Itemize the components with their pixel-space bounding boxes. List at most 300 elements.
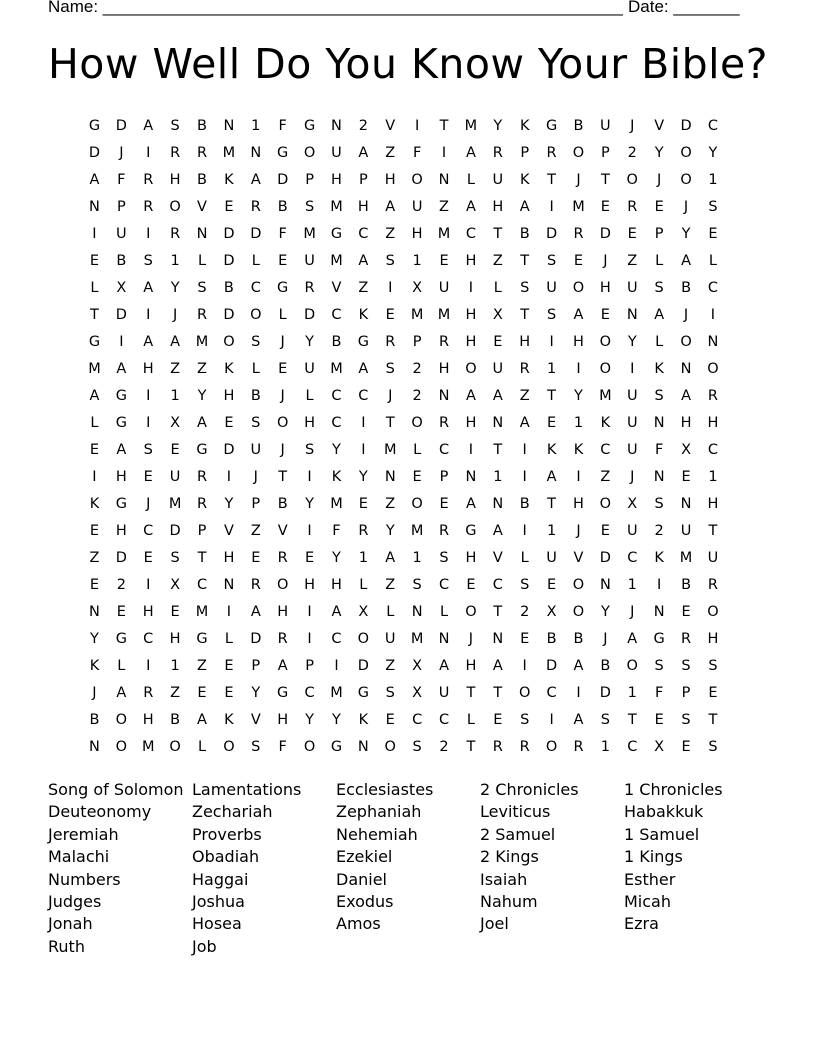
grid-letter: L — [305, 388, 314, 404]
grid-letter: R — [438, 334, 450, 350]
grid-letter: I — [576, 685, 581, 701]
grid-letter: M — [141, 739, 155, 755]
grid-letter: H — [519, 334, 531, 350]
grid-letter: S — [143, 442, 153, 458]
grid-letter: B — [331, 334, 342, 350]
grid-letter: M — [437, 307, 451, 323]
grid-letter: T — [547, 496, 557, 512]
grid-letter: E — [493, 712, 503, 728]
grid-letter: N — [680, 361, 692, 377]
grid-letter: Y — [90, 631, 99, 647]
grid-letter: K — [358, 307, 369, 323]
grid-letter: M — [195, 604, 209, 620]
grid-letter: N — [196, 226, 208, 242]
grid-letter: U — [626, 388, 638, 404]
grid-letter: R — [277, 631, 288, 647]
grid-letter: F — [412, 145, 422, 161]
grid-letter: I — [92, 469, 97, 485]
grid-letter: A — [197, 415, 207, 431]
word-list-item: 1 Kings — [624, 847, 683, 867]
grid-letter: T — [520, 307, 530, 323]
grid-letter: U — [304, 253, 315, 269]
grid-letter: H — [304, 415, 316, 431]
grid-letter: M — [330, 199, 343, 215]
grid-letter: L — [708, 253, 717, 269]
word-list-item: Hosea — [192, 914, 242, 934]
grid-letter: R — [196, 307, 208, 323]
grid-letter: T — [466, 685, 476, 701]
grid-letter: O — [411, 415, 423, 431]
grid-letter: R — [250, 199, 261, 215]
grid-letter: J — [280, 388, 285, 404]
grid-letter: H — [438, 361, 450, 377]
grid-letter: K — [224, 361, 234, 377]
grid-letter: G — [330, 739, 343, 755]
grid-letter: L — [197, 253, 207, 269]
grid-letter: R — [196, 469, 208, 485]
grid-letter: Y — [574, 388, 583, 404]
grid-letter: O — [680, 334, 692, 350]
grid-letter: S — [412, 577, 422, 593]
grid-letter: J — [576, 172, 581, 188]
grid-letter: A — [358, 361, 369, 377]
grid-letter: E — [224, 685, 234, 701]
word-list-item: Habakkuk — [624, 802, 704, 822]
grid-letter: A — [385, 199, 396, 215]
grid-row — [81, 680, 726, 707]
grid-letter: H — [707, 496, 719, 512]
grid-letter: M — [222, 145, 236, 161]
grid-letter: M — [464, 118, 478, 134]
grid-letter: H — [331, 172, 342, 188]
grid-letter: N — [89, 199, 100, 215]
grid-letter: Y — [332, 442, 341, 458]
grid-letter: Z — [385, 145, 396, 161]
grid-letter: Y — [305, 334, 314, 350]
grid-letter: Z — [250, 523, 261, 539]
grid-letter: Z — [385, 226, 396, 242]
grid-letter: H — [277, 712, 289, 728]
grid-letter: R — [492, 739, 503, 755]
grid-letter: B — [600, 658, 611, 674]
grid-letter: I — [226, 604, 232, 620]
grid-letter: O — [303, 145, 316, 161]
grid-letter: F — [278, 118, 287, 134]
grid-letter: R — [250, 577, 261, 593]
grid-letter: H — [223, 388, 235, 404]
grid-letter: R — [707, 577, 718, 593]
grid-letter: 1 — [493, 469, 503, 485]
grid-letter: H — [142, 361, 154, 377]
grid-row — [81, 167, 726, 194]
grid-letter: A — [654, 307, 665, 323]
grid-letter: S — [600, 712, 610, 728]
grid-letter: I — [92, 226, 97, 242]
grid-letter: D — [599, 550, 611, 566]
grid-letter: K — [573, 442, 584, 458]
grid-letter: R — [304, 280, 315, 296]
grid-letter: E — [439, 253, 449, 269]
grid-letter: L — [466, 172, 475, 188]
name-field: Name: _______________________________________________________ — [48, 0, 623, 16]
grid-letter: C — [304, 685, 315, 701]
grid-letter: A — [116, 361, 127, 377]
grid-letter: B — [277, 496, 288, 512]
grid-letter: M — [195, 334, 209, 350]
grid-letter: D — [357, 658, 369, 674]
grid-letter: L — [90, 280, 99, 296]
grid-row — [81, 545, 726, 572]
word-list-item: Ezra — [624, 914, 659, 934]
grid-letter: N — [223, 118, 235, 134]
grid-letter: 1 — [170, 658, 180, 674]
grid-letter: H — [169, 172, 181, 188]
grid-letter: A — [573, 658, 584, 674]
grid-letter: S — [385, 361, 395, 377]
grid-letter: T — [627, 712, 637, 728]
grid-letter: X — [170, 577, 181, 593]
grid-letter: J — [468, 631, 474, 647]
grid-letter: G — [88, 334, 101, 350]
word-list-item: Exodus — [336, 892, 394, 911]
grid-letter: K — [546, 442, 557, 458]
grid-letter: A — [465, 199, 476, 215]
word-list-item: Daniel — [336, 869, 387, 889]
grid-letter: L — [359, 577, 368, 593]
grid-letter: A — [627, 631, 638, 647]
grid-letter: I — [522, 658, 527, 674]
grid-letter: K — [358, 712, 369, 728]
grid-row — [81, 302, 726, 329]
grid-letter: A — [89, 388, 100, 404]
word-list-item: Joshua — [192, 892, 245, 911]
grid-letter: S — [412, 739, 422, 755]
grid-letter: D — [115, 550, 127, 566]
grid-letter: A — [465, 388, 476, 404]
grid-letter: G — [115, 388, 127, 404]
grid-letter: D — [223, 442, 235, 458]
grid-letter: B — [197, 118, 207, 134]
grid-letter: R — [438, 523, 450, 539]
grid-letter: I — [361, 442, 366, 458]
grid-letter: M — [330, 253, 343, 269]
grid-letter: M — [572, 199, 585, 215]
grid-letter: C — [143, 631, 154, 647]
grid-row — [81, 734, 726, 761]
grid-letter: E — [600, 523, 610, 539]
grid-letter: P — [305, 658, 314, 674]
grid-letter: I — [657, 577, 662, 593]
grid-letter: G — [303, 118, 316, 134]
grid-letter: Y — [681, 226, 691, 242]
grid-letter: H — [465, 415, 477, 431]
grid-letter: I — [710, 307, 716, 323]
grid-letter: G — [196, 442, 208, 458]
grid-letter: P — [251, 496, 261, 512]
grid-letter: L — [386, 604, 395, 620]
word-list-item: Nehemiah — [336, 824, 418, 844]
grid-letter: O — [357, 631, 370, 647]
grid-letter: T — [547, 388, 557, 404]
grid-letter: H — [465, 334, 477, 350]
grid-letter: I — [414, 118, 420, 134]
grid-letter: T — [385, 415, 395, 431]
grid-letter: H — [331, 577, 342, 593]
grid-letter: O — [572, 145, 585, 161]
grid-letter: S — [170, 118, 180, 134]
grid-letter: E — [520, 631, 530, 647]
word-list-item: Song of Solomon — [48, 780, 184, 799]
grid-letter: E — [412, 469, 422, 485]
grid-letter: N — [599, 577, 611, 593]
grid-letter: S — [304, 442, 315, 458]
grid-letter: 1 — [412, 550, 422, 566]
grid-letter: Z — [170, 685, 181, 701]
word-list-item: Micah — [624, 892, 671, 911]
grid-letter: Y — [493, 118, 503, 134]
grid-letter: B — [681, 577, 692, 593]
grid-letter: R — [143, 199, 154, 215]
grid-letter: O — [599, 334, 612, 350]
grid-letter: Y — [385, 523, 395, 539]
grid-letter: Z — [385, 577, 396, 593]
grid-letter: J — [683, 307, 689, 323]
grid-letter: 1 — [627, 577, 637, 593]
grid-letter: I — [119, 334, 124, 350]
grid-letter: B — [519, 226, 530, 242]
grid-letter: H — [465, 658, 477, 674]
grid-letter: S — [520, 280, 530, 296]
grid-letter: C — [707, 280, 718, 296]
grid-letter: A — [573, 712, 584, 728]
grid-letter: S — [520, 712, 530, 728]
grid-letter: G — [277, 280, 289, 296]
grid-letter: K — [331, 469, 342, 485]
grid-letter: H — [599, 280, 611, 296]
grid-letter: 1 — [412, 253, 422, 269]
grid-letter: N — [357, 739, 369, 755]
grid-letter: V — [573, 550, 584, 566]
grid-letter: D — [599, 226, 611, 242]
grid-letter: J — [630, 604, 635, 620]
grid-letter: B — [573, 631, 584, 647]
grid-letter: G — [115, 631, 127, 647]
grid-letter: P — [116, 199, 126, 215]
grid-letter: K — [600, 415, 611, 431]
grid-row — [81, 707, 726, 734]
grid-letter: N — [707, 334, 719, 350]
grid-letter: I — [441, 145, 447, 161]
grid-letter: L — [413, 442, 422, 458]
grid-letter: I — [307, 604, 312, 620]
grid-letter: H — [115, 523, 127, 539]
grid-letter: C — [707, 442, 718, 458]
word-list-item: Ezekiel — [336, 847, 393, 867]
grid-letter: 1 — [627, 685, 637, 701]
grid-letter: F — [278, 226, 287, 242]
grid-row — [81, 464, 726, 491]
grid-letter: X — [358, 604, 369, 620]
grid-letter: U — [384, 631, 396, 647]
grid-letter: N — [653, 469, 665, 485]
grid-letter: A — [116, 685, 127, 701]
grid-row — [81, 653, 726, 680]
grid-letter: G — [277, 145, 289, 161]
grid-letter: N — [653, 604, 665, 620]
grid-letter: K — [654, 550, 664, 566]
grid-letter: O — [599, 496, 612, 512]
grid-letter: O — [680, 145, 692, 161]
word-list-item: 2 Kings — [480, 847, 539, 867]
word-list-item: Deuteonomy — [48, 802, 152, 822]
grid-letter: 1 — [708, 172, 718, 188]
grid-letter: R — [277, 550, 288, 566]
grid-letter: T — [493, 604, 503, 620]
grid-letter: H — [277, 604, 289, 620]
grid-letter: Y — [224, 496, 234, 512]
grid-letter: G — [653, 631, 665, 647]
grid-letter: O — [276, 415, 289, 431]
grid-letter: K — [519, 118, 530, 134]
grid-letter: T — [197, 550, 207, 566]
grid-letter: A — [573, 307, 584, 323]
grid-letter: 2 — [627, 145, 637, 161]
word-list-item: Ruth — [48, 936, 85, 956]
grid-letter: V — [223, 523, 234, 539]
grid-letter: A — [492, 388, 503, 404]
grid-letter: G — [357, 685, 369, 701]
grid-letter: D — [223, 307, 235, 323]
grid-letter: J — [630, 469, 635, 485]
grid-letter: M — [330, 685, 343, 701]
grid-letter: O — [223, 334, 235, 350]
grid-letter: E — [439, 496, 449, 512]
grid-letter: S — [654, 280, 664, 296]
grid-row — [81, 626, 726, 653]
grid-letter: A — [116, 442, 127, 458]
grid-letter: A — [331, 604, 342, 620]
grid-letter: C — [196, 577, 208, 593]
grid-letter: J — [119, 145, 124, 161]
grid-letter: E — [358, 496, 368, 512]
grid-letter: L — [655, 334, 664, 350]
grid-letter: R — [196, 145, 208, 161]
grid-letter: H — [573, 334, 584, 350]
grid-letter: T — [466, 739, 476, 755]
grid-letter: G — [196, 631, 208, 647]
grid-letter: S — [708, 658, 718, 674]
grid-letter: L — [117, 658, 126, 674]
word-list-item: 1 Samuel — [624, 824, 700, 844]
grid-letter: A — [358, 253, 369, 269]
grid-letter: X — [170, 415, 181, 431]
grid-letter: X — [412, 685, 423, 701]
grid-letter: O — [115, 739, 128, 755]
grid-letter: X — [412, 658, 423, 674]
grid-letter: U — [116, 226, 127, 242]
grid-letter: Y — [332, 712, 341, 728]
grid-letter: L — [90, 415, 99, 431]
word-list-item: Amos — [336, 914, 381, 934]
grid-letter: I — [146, 145, 151, 161]
grid-letter: R — [170, 226, 181, 242]
grid-letter: Z — [519, 388, 530, 404]
grid-letter: Y — [170, 280, 180, 296]
grid-letter: C — [465, 226, 476, 242]
grid-letter: M — [599, 388, 612, 404]
grid-letter: H — [492, 199, 504, 215]
grid-letter: J — [146, 496, 151, 512]
grid-letter: N — [438, 388, 450, 404]
grid-letter: E — [89, 253, 100, 269]
grid-letter: I — [388, 280, 393, 296]
grid-letter: N — [384, 469, 396, 485]
grid-row — [81, 383, 726, 410]
grid-letter: N — [438, 172, 450, 188]
grid-letter: M — [168, 496, 182, 512]
grid-letter: A — [143, 280, 154, 296]
grid-row — [81, 356, 726, 383]
grid-letter: O — [572, 577, 585, 593]
word-list-item: Zephaniah — [336, 802, 422, 822]
grid-letter: Z — [197, 361, 207, 377]
grid-letter: 1 — [573, 415, 584, 431]
grid-letter: J — [280, 442, 285, 458]
grid-letter: B — [223, 280, 234, 296]
grid-letter: Y — [600, 604, 610, 620]
grid-letter: A — [519, 415, 530, 431]
grid-letter: O — [518, 685, 531, 701]
grid-letter: C — [331, 307, 342, 323]
grid-letter: C — [143, 523, 154, 539]
grid-letter: L — [493, 280, 502, 296]
grid-letter: A — [465, 496, 476, 512]
grid-letter: I — [146, 577, 151, 593]
grid-letter: S — [304, 199, 315, 215]
grid-letter: U — [250, 442, 262, 458]
grid-letter: C — [546, 685, 557, 701]
grid-letter: C — [707, 118, 718, 134]
grid-letter: J — [657, 172, 662, 188]
grid-letter: I — [549, 334, 554, 350]
grid-letter: D — [277, 172, 289, 188]
grid-letter: G — [357, 334, 369, 350]
word-list-item: Job — [192, 936, 217, 956]
grid-letter: Y — [358, 469, 368, 485]
grid-letter: U — [411, 199, 423, 215]
grid-letter: S — [708, 739, 718, 755]
grid-letter: N — [626, 307, 638, 323]
grid-letter: U — [707, 550, 719, 566]
grid-row — [81, 248, 726, 275]
grid-letter: A — [519, 199, 530, 215]
grid-letter: R — [143, 172, 154, 188]
grid-letter: V — [492, 550, 503, 566]
grid-letter: Z — [439, 199, 449, 215]
grid-letter: P — [681, 685, 691, 701]
grid-row — [81, 221, 726, 248]
grid-letter: Y — [197, 388, 207, 404]
grid-letter: M — [330, 496, 343, 512]
grid-letter: P — [439, 469, 449, 485]
grid-letter: E — [385, 712, 395, 728]
grid-letter: H — [357, 199, 369, 215]
word-list-item: Malachi — [48, 847, 110, 867]
grid-letter: E — [681, 469, 691, 485]
grid-letter: B — [89, 712, 100, 728]
grid-letter: C — [438, 577, 450, 593]
grid-letter: R — [573, 226, 584, 242]
